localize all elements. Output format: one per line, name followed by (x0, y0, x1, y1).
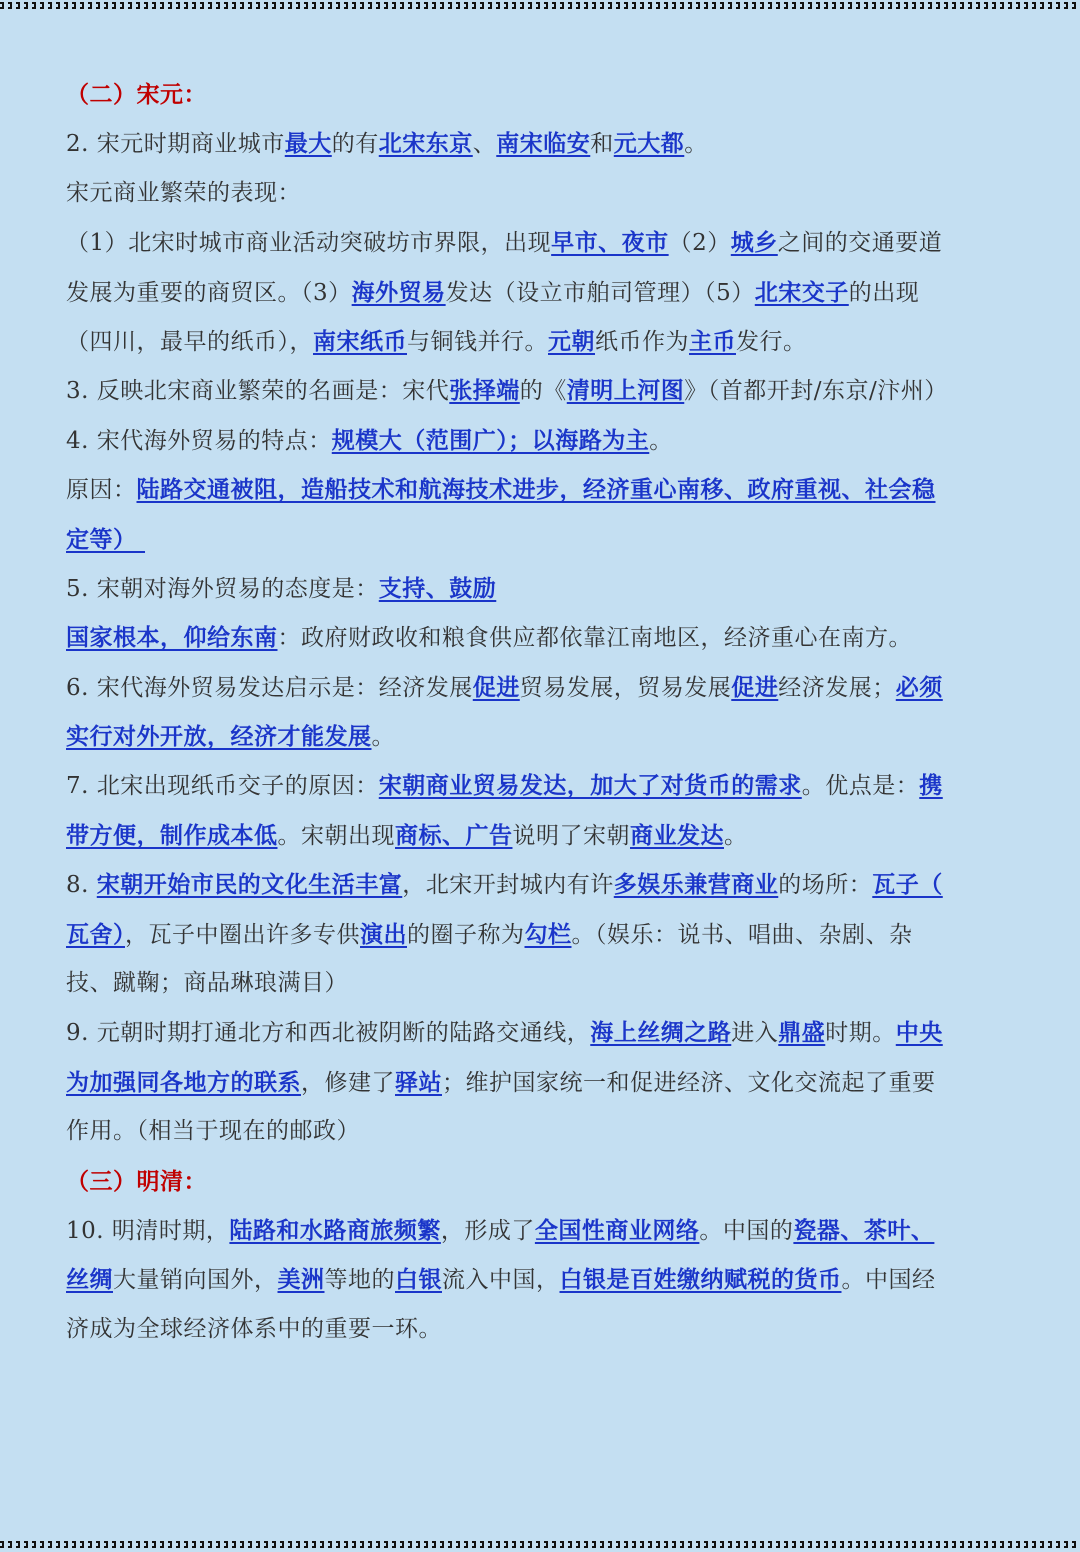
keyword-text: 城乡 (730, 229, 778, 257)
body-text: （2） (668, 230, 731, 257)
keyword-text: 白银 (395, 1266, 442, 1294)
body-text: 2. 宋元时期商业城市 (66, 131, 285, 158)
body-text: 时期。 (825, 1020, 896, 1047)
keyword-text: 丝绸 (66, 1266, 113, 1294)
keyword-text: 规模大（范围广）；以海路为主 (331, 426, 650, 454)
body-text: 发达（设立市舶司管理）（5） (445, 279, 755, 306)
body-text: ，北宋开封城内有许 (402, 872, 614, 899)
keyword-text: 实行对外开放，经济才能发展 (66, 723, 372, 751)
body-text: 的场所： (778, 872, 873, 899)
body-text: 的《 (519, 378, 567, 405)
body-text: 发行。 (736, 328, 807, 355)
text-line (66, 465, 1012, 514)
bottom-border (0, 1541, 1080, 1548)
text-line (66, 910, 1012, 959)
text-line (66, 317, 1012, 366)
keyword-text: 促进 (472, 673, 520, 701)
text-line (66, 959, 1012, 1008)
body-text: 、 (472, 131, 497, 158)
text-line (66, 1255, 1012, 1304)
keyword-text: 陆路交通被阻，造船技术和航海技术进步，经济重心南移、政府重视、社会稳 (136, 476, 936, 504)
keyword-text: 携 (919, 772, 943, 800)
text-line (66, 1058, 1012, 1107)
text-line (66, 811, 1012, 860)
body-text: 原因： (66, 477, 137, 504)
body-text: 技、蹴鞠；商品琳琅满目） (66, 970, 348, 997)
body-text: 与铜钱并行。 (407, 328, 548, 355)
keyword-text: 全国性商业网络 (534, 1216, 700, 1244)
body-text: 。（娱乐：说书、唱曲、杂剧、杂 (571, 921, 913, 948)
text-line (66, 663, 1012, 712)
top-border (0, 2, 1080, 9)
body-text: 济成为全球经济体系中的重要一环。 (66, 1315, 442, 1342)
body-text: ：政府财政收和粮食供应都依靠江南地区，经济重心在南方。 (277, 625, 912, 652)
text-line (66, 613, 1012, 662)
body-text: 。 (371, 724, 395, 751)
text-line (66, 268, 1012, 317)
text-line (66, 860, 1012, 909)
text-line (66, 761, 1012, 810)
body-text: 6. 宋代海外贸易发达启示是：经济发展 (66, 674, 473, 701)
body-text: 贸易发展，贸易发展 (519, 674, 732, 701)
body-text: 。 (684, 131, 708, 158)
body-text: 流入中国， (442, 1267, 560, 1294)
body-text: ，修建了 (301, 1069, 395, 1096)
body-text: 3. 反映北宋商业繁荣的名画是：宋代 (66, 378, 450, 405)
body-text: 之间的交通要道 (777, 230, 943, 257)
body-text: 。中国的 (699, 1217, 794, 1244)
keyword-text: 支持、鼓励 (378, 574, 497, 602)
body-text: 发展为重要的商贸区。（3） (66, 279, 352, 306)
body-text: 经济发展； (778, 674, 896, 701)
keyword-text: 为加强同各地方的联系 (66, 1068, 301, 1096)
body-text: 宋元商业繁荣的表现： (66, 179, 301, 206)
body-text: 4. 宋代海外贸易的特点： (66, 427, 332, 454)
keyword-text: 瓦子（ (872, 871, 943, 899)
keyword-text: 美洲 (277, 1266, 325, 1294)
keyword-text: 最大 (284, 130, 332, 158)
keyword-text: 早市、夜市 (551, 229, 669, 257)
body-text: （1）北宋时城市商业活动突破坊市界限，出现 (66, 230, 552, 257)
keyword-text: 演出 (360, 920, 407, 948)
text-line (66, 169, 1012, 218)
text-line (66, 1008, 1012, 1057)
text-line (66, 1305, 1012, 1354)
body-text: ，形成了 (440, 1217, 535, 1244)
text-line (66, 366, 1012, 415)
body-text: 等地的 (324, 1267, 395, 1294)
keyword-text: 定等） (66, 525, 146, 553)
keyword-text: 北宋交子 (754, 278, 849, 306)
body-text: 说明了宋朝 (512, 822, 630, 849)
body-text: 进入 (731, 1020, 779, 1047)
keyword-text: 促进 (731, 673, 779, 701)
keyword-text: 白银是百姓缴纳赋税的货币 (559, 1266, 842, 1294)
body-text: ，瓦子中圈出许多专供 (125, 921, 360, 948)
body-text: 。 (649, 427, 673, 454)
keyword-text: 瓷器、茶叶、 (793, 1216, 935, 1244)
text-line (66, 70, 1012, 119)
text-line (66, 119, 1012, 168)
keyword-text: 元朝 (548, 327, 595, 355)
keyword-text: 国家根本，仰给东南 (66, 624, 278, 652)
keyword-text: 张择端 (449, 377, 520, 405)
document-body (66, 70, 1012, 1354)
body-text: 》（首都开封/东京/汴州） (684, 378, 948, 405)
text-line (66, 416, 1012, 465)
body-text: 的有 (331, 131, 379, 158)
keyword-text: 宋朝开始市民的文化生活丰富 (96, 871, 403, 899)
body-text: ；维护国家统一和促进经济、文化交流起了重要 (442, 1069, 936, 1096)
body-text: 7. 北宋出现纸币交子的原因： (66, 773, 379, 800)
body-text: 。 (724, 822, 748, 849)
text-line (66, 515, 1012, 564)
body-text: 8. (66, 872, 97, 899)
body-text: 5. 宋朝对海外贸易的态度是： (66, 575, 379, 602)
body-text: 的出现 (848, 279, 920, 306)
body-text: 。宋朝出现 (277, 822, 395, 849)
keyword-text: 南宋临安 (496, 130, 591, 158)
text-line (66, 712, 1012, 761)
keyword-text: 北宋东京 (378, 130, 473, 158)
body-text: 的圈子称为 (407, 921, 525, 948)
body-text: 纸币作为 (595, 328, 689, 355)
body-text: 作用。（相当于现在的邮政） (66, 1118, 360, 1145)
body-text: 大量销向国外， (113, 1267, 278, 1294)
body-text: 9. 元朝时期打通北方和西北被阴断的陆路交通线， (66, 1020, 591, 1047)
keyword-text: 勾栏 (524, 920, 572, 948)
keyword-text: 清明上河图 (566, 377, 685, 405)
keyword-text: 商标、广告 (395, 821, 513, 849)
keyword-text: 鼎盛 (778, 1019, 826, 1047)
keyword-text: 海上丝绸之路 (590, 1019, 732, 1047)
text-line (66, 1157, 1012, 1206)
keyword-text: 中央 (895, 1019, 943, 1047)
keyword-text: 主币 (689, 327, 736, 355)
body-text: 。优点是： (801, 773, 920, 800)
body-text: （四川，最早的纸币）， (66, 328, 313, 355)
keyword-text: 瓦舍） (66, 920, 125, 948)
keyword-text: 商业发达 (630, 821, 724, 849)
text-line (66, 1206, 1012, 1255)
keyword-text: 南宋纸币 (313, 327, 407, 355)
section-heading: （二）宋元： (66, 81, 207, 108)
body-text: 10. 明清时期， (66, 1217, 230, 1244)
keyword-text: 多娱乐兼营商业 (613, 871, 779, 899)
text-line (66, 218, 1012, 267)
keyword-text: 陆路和水路商旅频繁 (229, 1216, 441, 1244)
keyword-text: 元大都 (613, 130, 685, 158)
text-line (66, 1107, 1012, 1156)
keyword-text: 海外贸易 (351, 278, 446, 306)
body-text: 和 (590, 131, 614, 158)
section-heading: （三）明清： (66, 1167, 207, 1195)
keyword-text: 带方便，制作成本低 (66, 821, 278, 849)
body-text: 。中国经 (841, 1267, 936, 1294)
keyword-text: 驿站 (395, 1068, 442, 1096)
keyword-text: 宋朝商业贸易发达，加大了对货币的需求 (378, 772, 802, 800)
text-line (66, 564, 1012, 613)
keyword-text: 必须 (895, 673, 943, 701)
